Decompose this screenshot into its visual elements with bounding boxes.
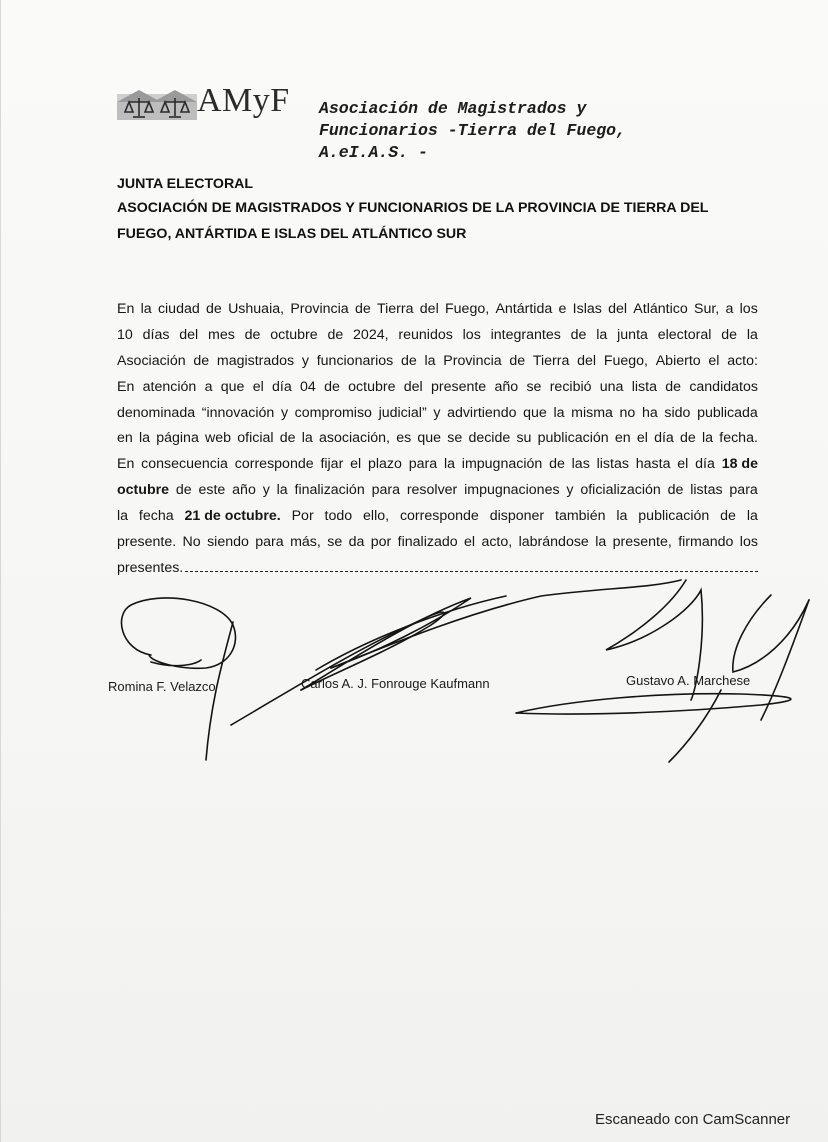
body-word: de <box>720 508 736 525</box>
body-word: la <box>138 430 151 447</box>
body-word: disponer <box>489 508 545 525</box>
body-word: Ushuaia, <box>228 301 285 317</box>
body-word: este <box>198 482 226 499</box>
body-word: impugnaciones <box>464 482 560 499</box>
body-word: Atlántico <box>633 301 688 317</box>
body-word: día <box>654 430 674 447</box>
body-word: del <box>577 352 597 369</box>
body-word: del <box>608 301 628 317</box>
body-word: Provincia <box>290 301 349 317</box>
body-word: siendo <box>207 534 249 551</box>
body-word: Sur, <box>693 301 720 317</box>
body-word: atención <box>142 378 197 395</box>
body-word: los <box>739 534 758 551</box>
body-word: del <box>403 378 423 395</box>
body-word: octubre <box>270 326 318 343</box>
body-word: días <box>142 326 170 343</box>
scanner-watermark: Escaneado con CamScanner <box>595 1111 791 1128</box>
body-word: “innovación <box>201 404 275 421</box>
body-word: que <box>417 430 442 447</box>
body-word: Asociación <box>117 352 186 369</box>
body-word: Tierra <box>532 352 570 369</box>
body-word: de <box>244 326 261 343</box>
org-name-line: Funcionarios -Tierra del Fuego, <box>319 121 626 140</box>
body-word: publicada <box>697 404 758 421</box>
body-word: 10 <box>117 326 133 343</box>
logo-wordmark: AMyF <box>197 82 290 119</box>
signatory-name-left: Romina F. Velazco <box>108 679 216 694</box>
body-word: la <box>746 508 758 525</box>
signature-stroke-middle <box>331 580 681 668</box>
body-word: judicial” <box>378 404 427 421</box>
body-word: publicación <box>638 508 710 525</box>
body-word: hasta <box>635 456 671 473</box>
signature-stroke-right <box>516 694 791 714</box>
body-word: a <box>725 301 734 317</box>
body-word: la <box>443 456 455 473</box>
body-word: es <box>396 430 412 447</box>
body-word: mes <box>208 326 235 343</box>
body-word: y <box>262 482 270 499</box>
body-word: Antártida <box>495 301 553 317</box>
body-word: la <box>140 301 152 317</box>
body-word: fecha. <box>719 430 758 447</box>
body-word: presente <box>430 378 487 395</box>
body-word: acto, <box>481 534 513 551</box>
body-word: publicación <box>537 430 609 447</box>
body-word: la <box>424 352 436 369</box>
body-word: la <box>301 430 313 447</box>
body-word: decide <box>468 430 511 447</box>
body-word: acto: <box>727 352 758 369</box>
body-word: compromiso <box>294 404 372 421</box>
body-word: de <box>327 326 344 343</box>
body-word: labrándose <box>518 534 589 551</box>
title-association-line-1: ASOCIACIÓN DE MAGISTRADOS Y FUNCIONARIOS DE LA PROVINCIA DE TIERRA DEL <box>117 200 709 216</box>
body-word: corresponde <box>234 456 314 473</box>
body-word: y <box>433 404 441 421</box>
body-word: No <box>182 534 201 551</box>
body-word: denominada <box>117 404 196 421</box>
body-word: a <box>204 378 213 395</box>
body-word: corresponde <box>399 508 479 525</box>
body-word: octubre <box>348 378 396 395</box>
body-word: se <box>447 430 463 447</box>
body-word: magistrados <box>216 352 295 369</box>
body-word: presentes. <box>117 559 184 576</box>
body-word: la <box>616 508 628 525</box>
body-word: En <box>117 301 135 317</box>
body-word: la <box>553 404 565 421</box>
body-word: de <box>549 456 565 473</box>
body-word: las <box>571 456 590 473</box>
body-word: de <box>175 482 192 499</box>
body-word: año <box>494 378 519 395</box>
body-word: Tierra <box>377 301 414 317</box>
body-word: se <box>526 378 542 395</box>
body-word: plazo <box>367 456 402 473</box>
body-word: 2024, <box>353 326 389 343</box>
body-word: advirtiendo <box>447 404 517 421</box>
body-word: consecuencia <box>141 456 228 473</box>
body-word: funcionarios <box>316 352 394 369</box>
body-word: sido <box>664 404 691 421</box>
body-word: de <box>667 482 684 499</box>
body-word: reunidos <box>398 326 453 343</box>
body-word: En <box>117 378 135 395</box>
signatory-name-middle: Carlos A. J. Fonrouge Kaufmann <box>301 676 490 691</box>
body-word: del <box>419 301 439 317</box>
body-word: el <box>708 352 720 369</box>
body-word: de <box>206 301 222 317</box>
body-word: listas <box>690 482 723 499</box>
signature-stroke-right <box>669 690 721 762</box>
body-word: los <box>462 326 481 343</box>
body-word: oficial <box>237 430 274 447</box>
body-word: por <box>370 534 392 551</box>
body-word: que <box>523 404 547 421</box>
body-word: y <box>280 404 289 421</box>
body-word: el <box>636 430 648 447</box>
body-word: día <box>695 456 715 473</box>
body-word: de <box>400 352 417 369</box>
body-word: ha <box>641 404 658 421</box>
body-word: todo <box>324 508 353 525</box>
body-word: en <box>117 430 133 447</box>
body-word: de <box>354 301 371 317</box>
body-word: integrantes <box>490 326 561 343</box>
body-word: de <box>509 352 526 369</box>
body-word: se <box>327 534 343 551</box>
body-word: asociación, <box>319 430 390 447</box>
body-word: da <box>348 534 365 551</box>
body-word: el <box>350 456 362 473</box>
signatory-name-right: Gustavo A. Marchese <box>626 673 751 688</box>
body-word: no <box>619 404 636 421</box>
body-word: Abierto <box>655 352 701 369</box>
body-word: una <box>599 378 624 395</box>
body-word: presente. <box>117 534 177 551</box>
body-word: el <box>464 534 476 551</box>
body-word: fijar <box>320 456 344 473</box>
body-word: y <box>301 352 309 369</box>
body-word: y <box>566 482 574 499</box>
body-word: la <box>702 430 714 447</box>
body-word: recibió <box>549 378 592 395</box>
body-word: también <box>555 508 606 525</box>
body-word: En <box>117 456 135 473</box>
body-word: finalización <box>294 482 365 499</box>
body-word: electoral <box>657 326 712 343</box>
body-word: 04 <box>300 378 316 395</box>
body-word: página <box>156 430 199 447</box>
org-name-line: A.eI.A.S. - <box>319 143 428 162</box>
body-word: para <box>371 482 400 499</box>
body-word: presente, <box>612 534 672 551</box>
body-word: la <box>117 508 129 525</box>
body-word: 18 de <box>721 456 758 473</box>
body-word: año <box>232 482 256 499</box>
body-word: más, <box>290 534 321 551</box>
body-word: día <box>272 378 292 395</box>
body-word: octubre <box>117 482 170 499</box>
body-word: para <box>729 482 758 499</box>
org-name-line: Asociación de Magistrados y <box>319 99 587 118</box>
body-word: de <box>279 430 296 447</box>
body-word: misma <box>571 404 613 421</box>
body-word: de <box>721 326 737 343</box>
body-word: e <box>558 301 567 317</box>
body-word: candidatos <box>689 378 758 395</box>
body-word: firmando <box>678 534 734 551</box>
body-word: Fuego, <box>445 301 490 317</box>
body-word: para <box>255 534 284 551</box>
body-word: oficialización <box>580 482 661 499</box>
body-word: Fuego, <box>603 352 648 369</box>
body-word: de <box>665 378 682 395</box>
body-word: el <box>677 456 689 473</box>
body-word: la <box>276 482 288 499</box>
body-word: la <box>595 534 607 551</box>
body-word: finalizado <box>397 534 458 551</box>
body-word: la <box>746 326 758 343</box>
body-word: 21 de octubre. <box>184 508 281 525</box>
body-word: para <box>408 456 438 473</box>
body-word: Por <box>291 508 314 525</box>
body-word: en <box>614 430 631 447</box>
body-word: de <box>193 352 210 369</box>
body-word: impugnación <box>461 456 543 473</box>
body-word: listas <box>596 456 629 473</box>
body-word: lista <box>631 378 657 395</box>
body-word: resolver <box>406 482 458 499</box>
body-word: los <box>739 301 758 317</box>
body-word: Islas <box>572 301 602 317</box>
body-word: junta <box>617 326 648 343</box>
body-word: ello, <box>363 508 390 525</box>
body-word: web <box>205 430 232 447</box>
body-word: Provincia <box>443 352 502 369</box>
body-word: de <box>680 430 696 447</box>
body-word: de <box>324 378 340 395</box>
body-word: de <box>570 326 587 343</box>
signature-stroke-left <box>121 598 235 668</box>
title-association-line-2: FUEGO, ANTÁRTIDA E ISLAS DEL ATLÁNTICO SUR <box>117 226 467 242</box>
body-word: del <box>179 326 199 343</box>
title-junta-electoral: JUNTA ELECTORAL <box>117 176 254 192</box>
body-word: su <box>516 430 532 447</box>
body-word: fecha <box>138 508 174 525</box>
body-word: que <box>220 378 245 395</box>
body-word: ciudad <box>157 301 200 317</box>
body-word: el <box>252 378 264 395</box>
body-word: la <box>596 326 608 343</box>
